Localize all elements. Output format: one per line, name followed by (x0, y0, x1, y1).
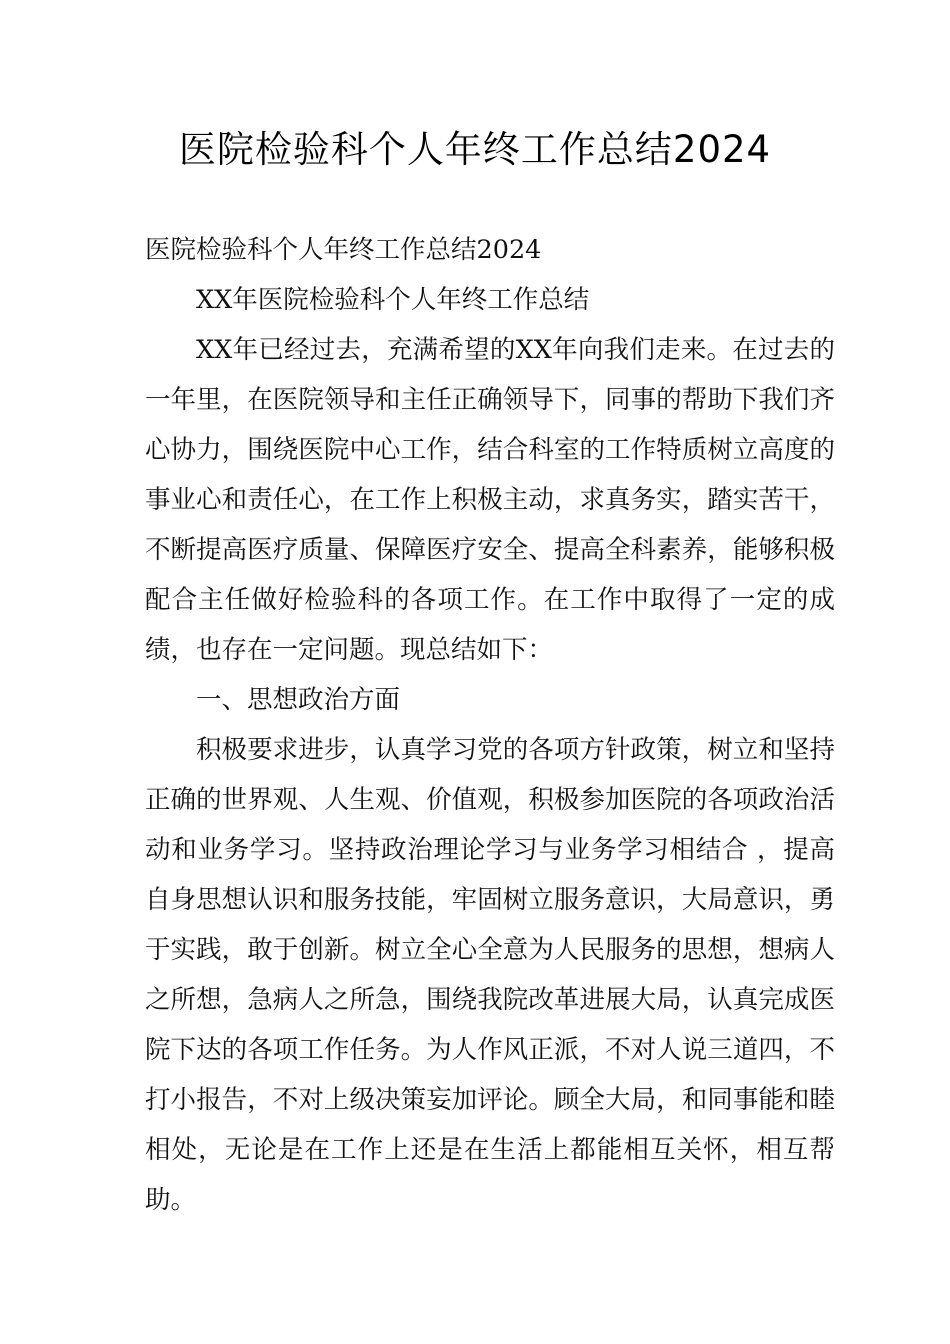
section-heading-ideology: 一、思想政治方面 (196, 685, 401, 715)
paragraph-block (145, 725, 835, 1225)
repeated-title-line: 医院检验科个人年终工作总结2024 (145, 235, 542, 265)
paragraph-intro: XX年已经过去，充满希望的XX年向我们走来。在过去的一年里，在医院领导和主任正确领导下，同事的帮助下我们齐心协力，围绕医院中心工作，结合科室的工作特质树立高度的事业心和责任心，在工作上积极主动，求真务实，踏实苦干，不断提高医疗质量、保障医疗安全、提高全科素养，能够积极配合主任做好检验科的各项工作。在工作中取得了一定的成绩，也存在一定问题。现总结如下： (145, 335, 835, 665)
paragraph-block (145, 325, 835, 675)
paragraph-ideology: 积极要求进步，认真学习党的各项方针政策，树立和坚持正确的世界观、人生观、价值观，积极参加医院的各项政治活动和业务学习。坚持政治理论学习与业务学习相结合 ，提高自身思想认识和服务技能，牢固树立服务意识，大局意识，勇于实践，敢于创新。树立全心全意为人民服务的思想，想病人之所想，急病人之所急，围绕我院改革进展大局，认真完成医院下达的各项工作任务。为人作风正派，不对人说三道四，不打小报告，不对上级决策妄加评论。顾全大局，和同事能和睦相处，无论是在工作上还是在生活上都能相互关怀，相互帮助。 (145, 735, 835, 1215)
subtitle-line: XX年医院检验科个人年终工作总结 (196, 285, 590, 315)
document-title: 医院检验科个人年终工作总结2024 (178, 128, 772, 171)
